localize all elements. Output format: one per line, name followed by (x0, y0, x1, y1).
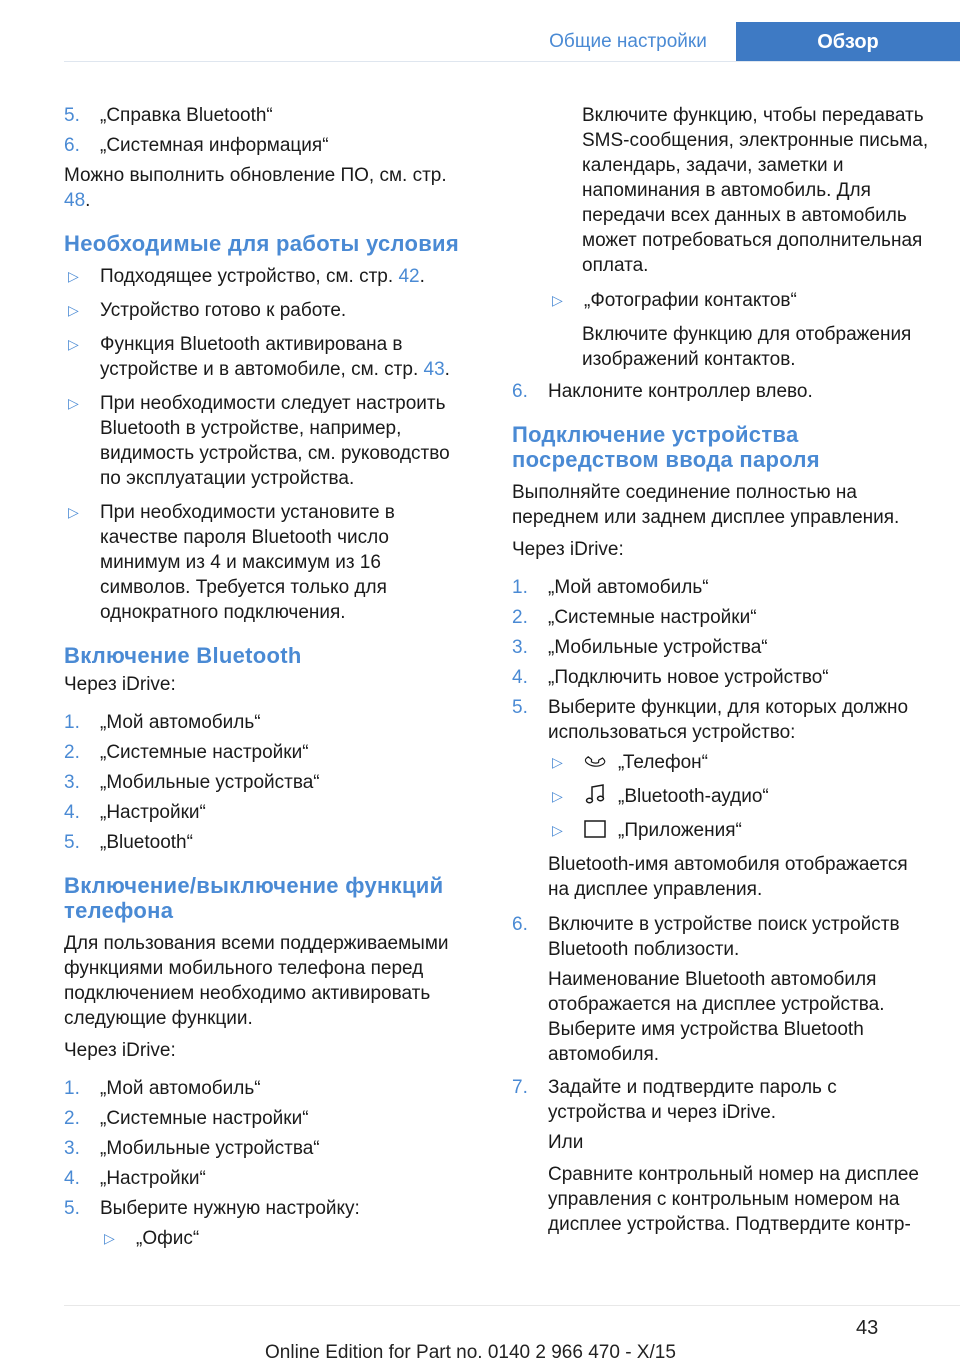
page-header (0, 22, 960, 62)
list-number: 1. (64, 712, 80, 733)
list-item (64, 1166, 460, 1191)
section-heading-password-connect: Подключение устройства посредством ввода пароля (512, 422, 820, 472)
bullet-item (548, 784, 932, 809)
functions-paragraph: Для пользования всеми поддерживаемыми функциями мобильного телефона перед подключением необходимо активировать следующие функции. (64, 933, 449, 1029)
update-text: Можно выполнить обновление ПО, см. стр. (64, 165, 447, 186)
update-paragraph: Можно выполнить обновление ПО, см. стр. 48. (64, 165, 447, 211)
list-item (512, 635, 932, 660)
bullet-text: „Приложения“ (618, 820, 742, 841)
bullet-item (548, 288, 932, 313)
list-item (64, 1136, 460, 1161)
step6-description: Наименование Bluetooth автомобиля отображается на дисплее устройства. Выберите имя устройства Bluetooth автомобиля. (548, 969, 885, 1065)
bullet-item (64, 391, 460, 491)
via-idrive: Через iDrive: (64, 674, 176, 695)
bullet-item (548, 818, 932, 843)
bullet-text: „Bluetooth-аудио“ (618, 786, 769, 807)
list-text: „Bluetooth“ (100, 832, 193, 853)
bullet-text: Функция Bluetooth активирована в устройстве и в автомобиле, см. стр. (100, 334, 419, 380)
right-column (512, 103, 932, 1244)
list-number: 2. (64, 1108, 80, 1129)
bullet-item (100, 1226, 460, 1251)
list-item (512, 665, 932, 690)
photos-description: Включите функцию для отображения изображений контактов. (582, 324, 912, 370)
bullet-text: „Фотографии контактов“ (584, 290, 797, 311)
list-item (64, 103, 460, 128)
list-text: „Системные настройки“ (548, 607, 757, 628)
apps-icon (584, 818, 606, 840)
page-link-43[interactable]: 43 (423, 359, 445, 380)
list-item (512, 1075, 932, 1125)
list-item (512, 695, 932, 745)
bullet-text: При необходимости следует настроить Bluetooth в устройстве, например, видимость устройства, см. руководство по эксплуатации устройства. (100, 393, 450, 489)
bullet-item (64, 298, 460, 323)
list-number: 6. (512, 381, 528, 402)
header-section-title: Общие настройки (520, 22, 736, 62)
list-text: „Мобильные устройства“ (100, 1138, 320, 1159)
list-item (64, 740, 460, 765)
footer-divider (64, 1305, 960, 1306)
list-item (64, 800, 460, 825)
list-text: „Мой автомобиль“ (100, 712, 261, 733)
bullet-text: Устройство готово к работе. (100, 300, 347, 321)
bullet-item (548, 750, 932, 775)
list-text: „Системные настройки“ (100, 1108, 309, 1129)
list-text: „Мой автомобиль“ (100, 1078, 261, 1099)
list-text: „Мобильные устройства“ (100, 772, 320, 793)
phone-icon (584, 750, 606, 772)
list-number: 2. (512, 607, 528, 628)
left-column (64, 103, 460, 1260)
list-number: 6. (512, 914, 528, 935)
list-number: 4. (64, 802, 80, 823)
list-item (64, 133, 460, 158)
list-item (64, 830, 460, 855)
list-text: Выберите нужную настройку: (100, 1198, 360, 1219)
list-item (512, 605, 932, 630)
list-text: „Настройки“ (100, 1168, 206, 1189)
list-number: 3. (64, 1138, 80, 1159)
triangle-bullet-icon: ▷ (104, 1230, 115, 1246)
bullet-text: Подходящее устройство, см. стр. (100, 266, 394, 287)
via-idrive: Через iDrive: (64, 1040, 176, 1061)
section-heading-phone-functions: Включение/выключение функций телефона (64, 873, 444, 923)
list-number: 2. (64, 742, 80, 763)
list-item (64, 1196, 460, 1221)
list-text: Наклоните контроллер влево. (548, 381, 813, 402)
section-heading-bluetooth: Включение Bluetooth (64, 643, 302, 668)
page-number: 43 (856, 1317, 879, 1339)
list-number: 5. (64, 1198, 80, 1219)
list-text: Включите в устройстве поиск устройств Bluetooth поблизости. (548, 914, 900, 960)
triangle-bullet-icon: ▷ (68, 302, 79, 318)
list-number: 3. (64, 772, 80, 793)
list-text: Выберите функции, для которых должно использоваться устройство: (548, 697, 909, 743)
triangle-bullet-icon: ▷ (68, 504, 79, 520)
list-number: 7. (512, 1077, 528, 1098)
list-number: 3. (512, 637, 528, 658)
list-text: „Подключить новое устройство“ (548, 667, 829, 688)
list-number: 4. (64, 1168, 80, 1189)
page-link-48[interactable]: 48 (64, 190, 86, 211)
list-number: 1. (512, 577, 528, 598)
list-item (64, 770, 460, 795)
triangle-bullet-icon: ▷ (68, 395, 79, 411)
or-text: Или (548, 1132, 584, 1153)
list-number: 5. (512, 697, 528, 718)
header-divider (64, 61, 960, 62)
compare-description: Сравните контрольный номер на дисплее управления с контрольным номером на дисплее устройства. Подтвердите контр- (548, 1164, 920, 1235)
edition-footer: Online Edition for Part no. 0140 2 966 470 - X/15 (265, 1342, 676, 1363)
list-number: 4. (512, 667, 528, 688)
triangle-bullet-icon: ▷ (552, 292, 563, 308)
triangle-bullet-icon: ▷ (552, 788, 563, 804)
list-text: „Справка Bluetooth“ (100, 105, 273, 126)
list-item (512, 575, 932, 600)
bullet-text: „Телефон“ (618, 752, 708, 773)
list-text: Задайте и подтвердите пароль с устройства и через iDrive. (548, 1077, 837, 1123)
list-item (512, 379, 932, 404)
bt-name-description: Bluetooth-имя автомобиля отображается на дисплее управления. (548, 854, 908, 900)
list-number: 5. (64, 105, 80, 126)
list-item (64, 710, 460, 735)
bullet-item: ▷ Подходящее устройство, см. стр. 42. (68, 266, 425, 287)
page-link-42[interactable]: 42 (398, 266, 420, 287)
header-tab-overview: Обзор (736, 22, 960, 62)
list-text: „Настройки“ (100, 802, 206, 823)
password-paragraph: Выполняйте соединение полностью на переднем или заднем дисплее управления. (512, 482, 900, 528)
list-item (64, 1076, 460, 1101)
bullet-text: При необходимости установите в качестве пароля Bluetooth число минимум из 4 и максимум из 16 символов. Требуется только для однократного подключения. (100, 502, 395, 623)
music-note-icon (584, 784, 606, 806)
bullet-item (64, 500, 460, 625)
list-number: 5. (64, 832, 80, 853)
list-number: 1. (64, 1078, 80, 1099)
triangle-bullet-icon: ▷ (552, 822, 563, 838)
list-text: „Системная информация“ (100, 135, 329, 156)
list-item (512, 912, 932, 962)
list-text: „Мобильные устройства“ (548, 637, 768, 658)
bullet-item: ▷ Функция Bluetooth активирована в устройстве и в автомобиле, см. стр. 43. (68, 334, 450, 380)
via-idrive: Через iDrive: (512, 539, 624, 560)
section-heading-requirements: Необходимые для работы условия (64, 231, 459, 256)
triangle-bullet-icon: ▷ (68, 268, 79, 284)
list-text: „Системные настройки“ (100, 742, 309, 763)
triangle-bullet-icon: ▷ (552, 754, 563, 770)
list-number: 6. (64, 135, 80, 156)
list-item (64, 1106, 460, 1131)
triangle-bullet-icon: ▷ (68, 336, 79, 352)
office-description: Включите функцию, чтобы передавать SMS-сообщения, электронные письма, календарь, задачи, заметки и напоминания в автомобиль. Для передачи всех данных в автомобиль может потребоваться дополнительная оплата. (582, 105, 929, 276)
list-text: „Мой автомобиль“ (548, 577, 709, 598)
bullet-text: „Офис“ (136, 1228, 200, 1249)
